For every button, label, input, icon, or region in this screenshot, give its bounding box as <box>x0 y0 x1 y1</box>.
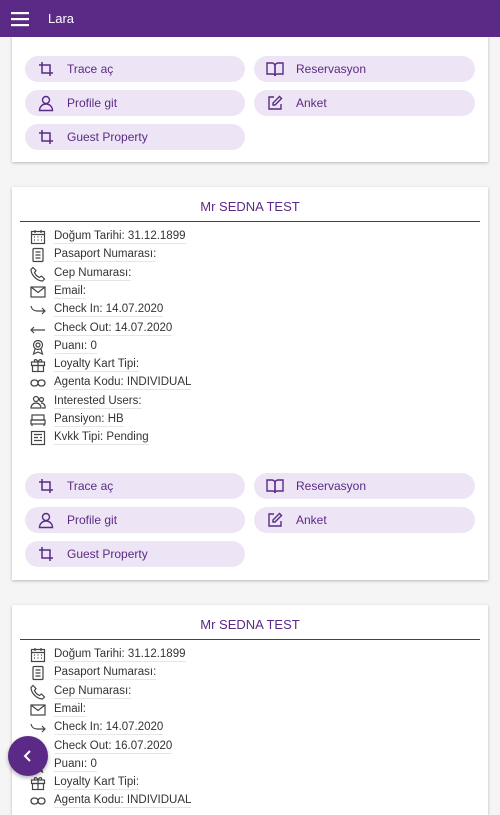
detail-text: Email: <box>54 702 86 715</box>
app-bar <box>0 0 500 37</box>
arrow-left-icon <box>30 321 46 337</box>
detail-row <box>30 429 149 447</box>
detail-row <box>30 701 86 719</box>
detail-row <box>30 646 186 664</box>
arrow-right-icon <box>30 720 46 736</box>
guest-property-button-label: Guest Property <box>67 130 148 144</box>
detail-text: Cep Numarası: <box>54 684 132 697</box>
detail-text: Loyalty Kart Tipi: <box>54 358 140 371</box>
arrow-right-icon <box>30 302 46 318</box>
reservation-button[interactable] <box>254 473 475 499</box>
trace-button-label: Trace aç <box>67 479 114 493</box>
book-icon <box>266 477 284 495</box>
detail-text: Kvkk Tipi: Pending <box>54 431 149 444</box>
title-divider <box>20 221 480 222</box>
reservation-button-label: Reservasyon <box>296 479 367 493</box>
survey-button[interactable] <box>254 90 475 116</box>
detail-text: Doğum Tarihi: 31.12.1899 <box>54 648 186 660</box>
detail-row <box>30 301 163 319</box>
file-text-icon <box>30 430 46 446</box>
detail-row <box>30 356 139 374</box>
detail-text: Check In: 14.07.2020 <box>54 303 164 316</box>
profile-button[interactable] <box>25 507 245 533</box>
book-icon <box>266 60 284 78</box>
detail-text: Puanı: 0 <box>54 339 97 352</box>
profile-button-label: Profile git <box>67 513 118 527</box>
detail-text: Interested Users: <box>54 394 142 407</box>
detail-text: Doğum Tarihi: 31.12.1899 <box>54 230 186 242</box>
detail-text: Pasaport Numarası: <box>54 666 157 679</box>
trace-button-label: Trace aç <box>67 62 114 76</box>
gift-icon <box>30 357 46 373</box>
phone-icon <box>30 266 46 282</box>
link-icon <box>30 793 46 809</box>
detail-text: Puanı: 0 <box>54 757 97 770</box>
profile-button[interactable] <box>25 90 245 116</box>
phone-icon <box>30 684 46 700</box>
detail-row <box>30 320 172 338</box>
edit-icon <box>266 94 284 112</box>
guest-name: Mr SEDNA TEST <box>200 617 300 632</box>
document-icon <box>30 247 46 263</box>
detail-row <box>30 374 191 392</box>
trace-button[interactable] <box>25 56 245 82</box>
guest-property-button-label: Guest Property <box>67 547 148 561</box>
detail-text: Check In: 14.07.2020 <box>54 721 164 734</box>
chevron-left-icon <box>21 749 35 763</box>
guest-card <box>12 187 488 580</box>
detail-text: Loyalty Kart Tipi: <box>54 776 140 789</box>
detail-row <box>30 719 163 737</box>
survey-button-label: Anket <box>296 513 327 527</box>
trace-button[interactable] <box>25 473 245 499</box>
back-fab-button[interactable] <box>8 736 48 776</box>
document-icon <box>30 665 46 681</box>
detail-text: Pansiyon: HB <box>54 413 124 425</box>
guest-name: Mr SEDNA TEST <box>200 199 300 214</box>
mail-icon <box>30 702 46 718</box>
detail-row <box>30 228 186 246</box>
calendar-icon <box>30 229 46 245</box>
crop-icon <box>37 477 55 495</box>
detail-row <box>30 792 191 810</box>
guest-property-button[interactable] <box>25 541 245 567</box>
survey-button[interactable] <box>254 507 475 533</box>
detail-text: Agenta Kodu: INDIVIDUAL <box>54 794 192 807</box>
reservation-button-label: Reservasyon <box>296 62 367 76</box>
detail-row <box>30 774 139 792</box>
users-icon <box>30 394 46 410</box>
user-icon <box>37 511 55 529</box>
gift-icon <box>30 775 46 791</box>
award-icon <box>30 339 46 355</box>
detail-row <box>30 683 131 701</box>
calendar-icon <box>30 647 46 663</box>
title-divider <box>20 639 480 640</box>
detail-row <box>30 338 97 356</box>
detail-text: Agenta Kodu: INDIVIDUAL <box>54 376 192 389</box>
detail-text: Email: <box>54 284 86 297</box>
hamburger-menu-icon[interactable] <box>0 0 40 37</box>
detail-row <box>30 393 142 411</box>
detail-row <box>30 283 86 301</box>
detail-row <box>30 246 156 264</box>
survey-button-label: Anket <box>296 96 327 110</box>
detail-text: Cep Numarası: <box>54 266 132 279</box>
detail-text: Check Out: 14.07.2020 <box>54 321 173 334</box>
detail-row <box>30 265 131 283</box>
bed-icon <box>30 412 46 428</box>
detail-row <box>30 664 156 682</box>
detail-text: Pasaport Numarası: <box>54 248 157 261</box>
profile-button-label: Profile git <box>67 96 118 110</box>
detail-text: Check Out: 16.07.2020 <box>54 739 173 752</box>
crop-icon <box>37 545 55 563</box>
detail-row <box>30 411 124 429</box>
detail-row <box>30 738 172 756</box>
mail-icon <box>30 284 46 300</box>
crop-icon <box>37 60 55 78</box>
guest-property-button[interactable] <box>25 124 245 150</box>
guest-card-previous <box>12 35 488 162</box>
reservation-button[interactable] <box>254 56 475 82</box>
user-icon <box>37 94 55 112</box>
guest-card <box>12 605 488 815</box>
edit-icon <box>266 511 284 529</box>
app-title: Lara <box>48 11 75 26</box>
crop-icon <box>37 128 55 146</box>
link-icon <box>30 375 46 391</box>
